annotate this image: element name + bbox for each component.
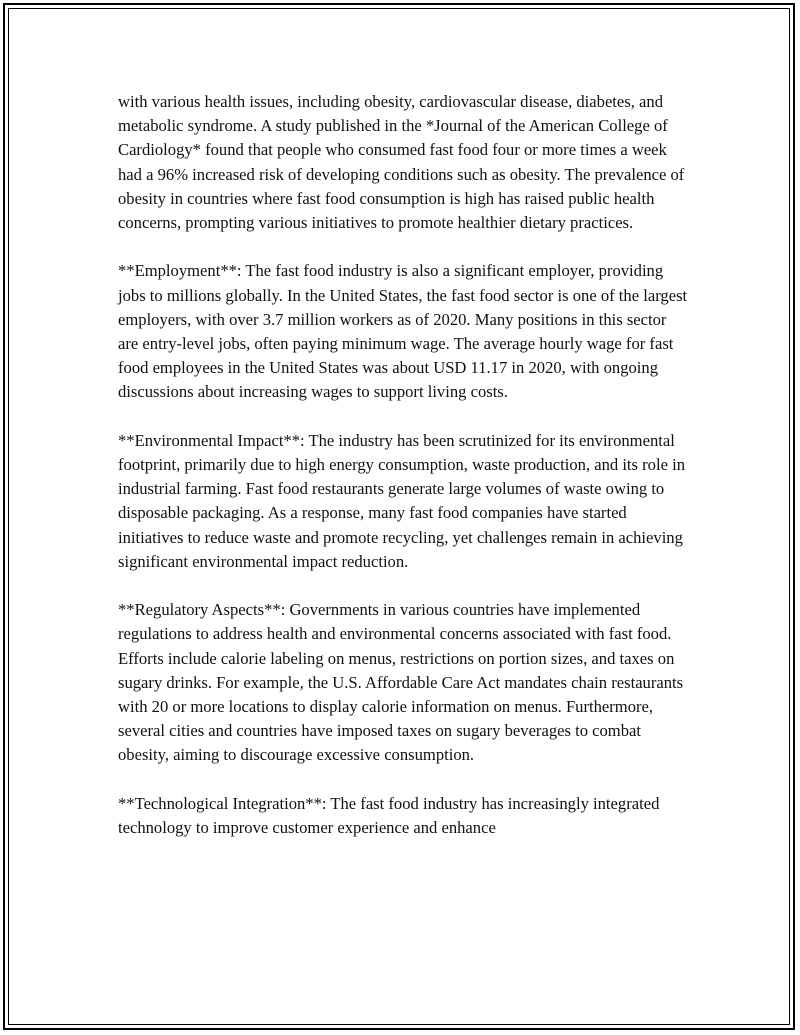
paragraph-environmental-impact: **Environmental Impact**: The industry has been scrutinized for its environmental footprint, primarily due to high energy consumption, waste production, and its role in industrial farming. Fast food restaurants generate large volumes of waste owing to disposable packaging. As a response, many fast food companies have started initiatives to reduce waste and promote recycling, yet challenges remain in achieving significant environmental impact reduction. [118,430,686,571]
paragraph-health-issues: with various health issues, including obesity, cardiovascular disease, diabetes, and metabolic syndrome. A study published in the *Journal of the American College of Cardiology* found that people who consumed fast food four or more times a week had a 96% increased risk of developing conditions such as obesity. The prevalence of obesity in countries where fast food consumption is high has raised public health concerns, prompting various initiatives to promote healthier dietary practices. [118,92,685,233]
paragraph-technological-integration: **Technological Integration**: The fast food industry has increasingly integrated technology to improve customer experience and enhance [118,793,660,838]
paragraph-regulatory-aspects: **Regulatory Aspects**: Governments in various countries have implemented regulations to address health and environmental concerns associated with fast food. Efforts include calorie labeling on menus, restrictions on portion sizes, and taxes on sugary drinks. For example, the U.S. Affordable Care Act mandates chain restaurants with 20 or more locations to display calorie information on menus. Furthermore, several cities and countries have imposed taxes on sugary beverages to combat obesity, aiming to discourage excessive consumption. [118,600,684,765]
document-body [118,90,690,864]
paragraph-employment: **Employment**: The fast food industry is also a significant employer, providing jobs to millions globally. In the United States, the fast food sector is one of the largest employers, with over 3.7 million workers as of 2020. Many positions in this sector are entry-level jobs, often paying minimum wage. The average hourly wage for fast food employees in the United States was about USD 11.17 in 2020, with ongoing discussions about increasing wages to support living costs. [118,261,688,402]
